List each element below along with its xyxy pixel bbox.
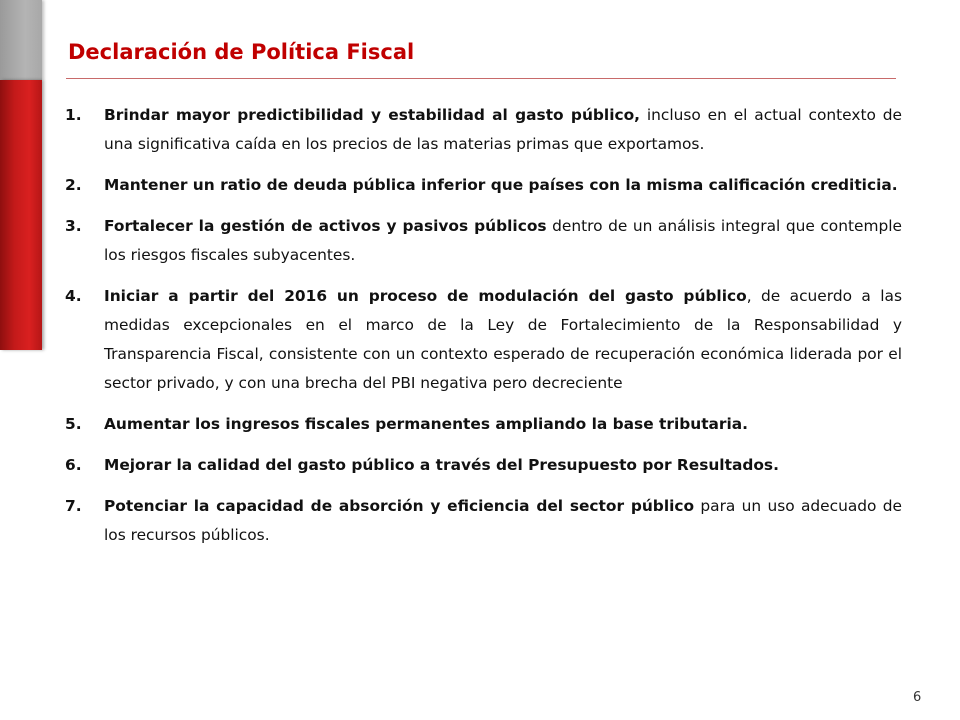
decorative-grey-bar (0, 0, 42, 80)
list-item (65, 410, 902, 439)
item-text: para un uso adecuado de los recursos públicos. (104, 497, 902, 544)
item-number: 6. (65, 456, 82, 474)
item-bold-text: Potenciar la capacidad de absorción y eficiencia del sector público (104, 497, 695, 515)
page-number: 6 (913, 690, 922, 705)
policy-list (0, 101, 960, 562)
item-text: incluso en el actual contexto de una significativa caída en los precios de las materias primas que exportamos. (104, 106, 902, 153)
item-bold-text: Iniciar a partir del 2016 un proceso de modulación del gasto público (104, 287, 747, 305)
item-number: 3. (65, 217, 82, 235)
item-bold-text: Brindar mayor predictibilidad y estabilidad al gasto público, (104, 106, 641, 124)
item-bold-text: Aumentar los ingresos fiscales permanentes ampliando la base tributaria. (104, 415, 749, 433)
list-item (65, 212, 902, 270)
item-number: 4. (65, 287, 82, 305)
item-bold-text: Mantener un ratio de deuda pública inferior que países con la misma calificación crediticia. (104, 176, 898, 194)
item-number: 7. (65, 497, 82, 515)
item-text: , de acuerdo a las medidas excepcionales en el marco de la Ley de Fortalecimiento de la Responsabilidad y Transparencia Fiscal, consistente con un contexto esperado de recuperación económica liderada por el sector privado, y con una brecha del PBI negativa pero decreciente (104, 287, 902, 392)
list-item (65, 101, 902, 159)
list-item (65, 492, 902, 550)
item-text: dentro de un análisis integral que contemple los riesgos fiscales subyacentes. (104, 217, 902, 264)
item-number: 1. (65, 106, 82, 124)
item-number: 2. (65, 176, 82, 194)
item-number: 5. (65, 415, 82, 433)
list-item (65, 282, 902, 398)
item-bold-text: Mejorar la calidad del gasto público a través del Presupuesto por Resultados. (104, 456, 779, 474)
slide-title: Declaración de Política Fiscal (68, 40, 415, 64)
title-divider (66, 78, 896, 79)
item-bold-text: Fortalecer la gestión de activos y pasivos públicos (104, 217, 547, 235)
list-item (65, 171, 902, 200)
list-item (65, 451, 902, 480)
